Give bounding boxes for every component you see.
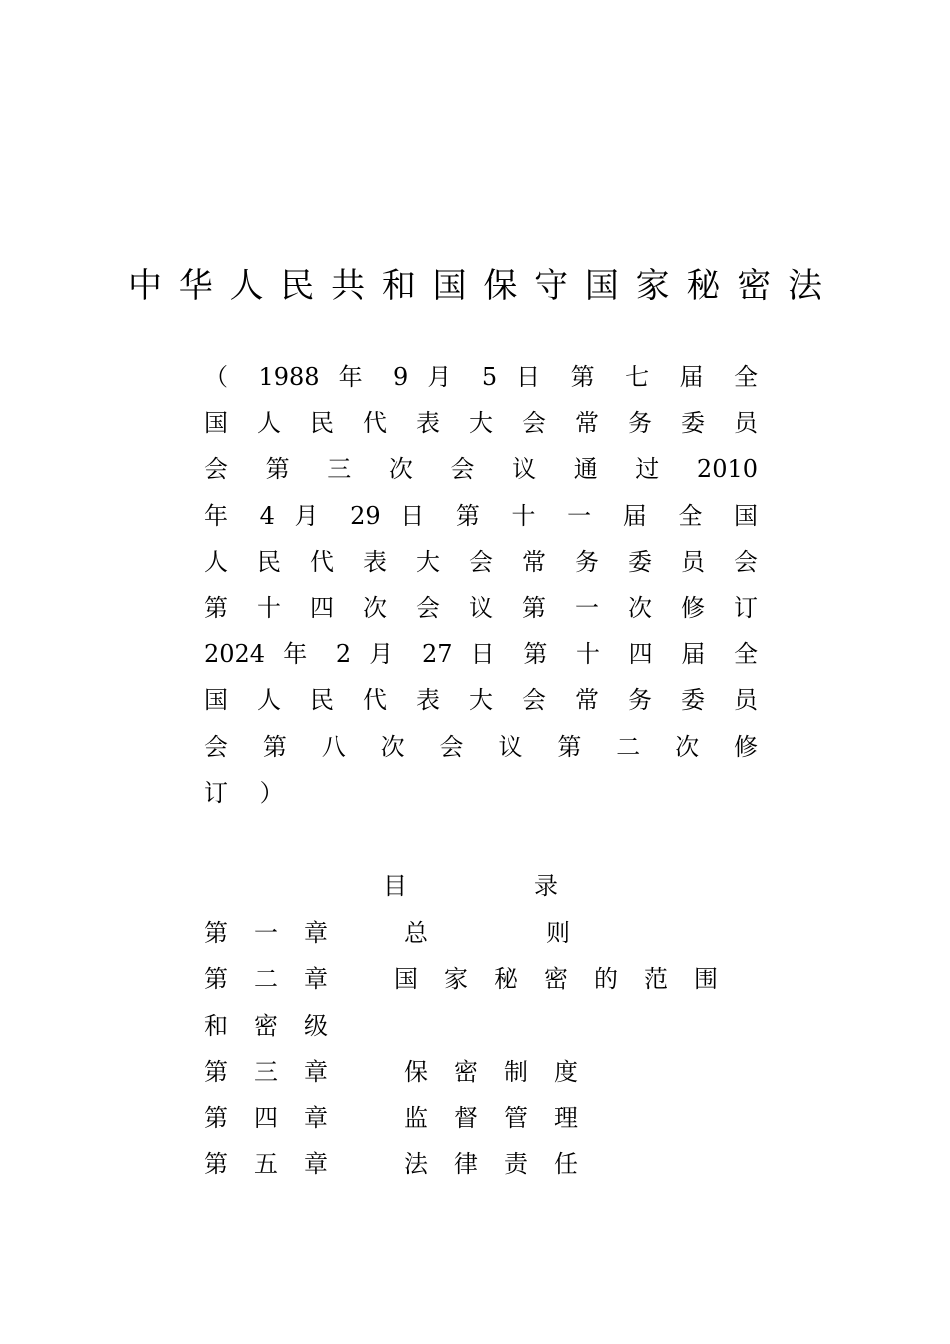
toc-chapter-title: 保密制度	[404, 1057, 604, 1086]
title-char: 中	[128, 266, 162, 306]
table-of-contents	[204, 910, 744, 1188]
title-char: 民	[280, 266, 315, 306]
document-title	[128, 262, 822, 310]
history-line: 人 民 代 表 大 会 常 务 委 员 会	[204, 547, 758, 576]
title-char: 国	[432, 266, 467, 306]
title-char: 家	[635, 266, 670, 306]
toc-chapter-title: 法律责任	[404, 1150, 604, 1179]
toc-chapter-label: 第四章	[204, 1104, 354, 1133]
history-line: 2024 年 2 月 27 日 第 十 四 届 全	[204, 640, 758, 669]
title-char: 华	[178, 266, 213, 306]
title-char: 秘	[686, 266, 721, 306]
toc-heading	[383, 866, 558, 906]
toc-item[interactable]	[204, 1095, 744, 1141]
toc-chapter-title: 国家秘密的范围	[394, 965, 744, 994]
history-line: 会 第 八 次 会 议 第 二 次 修	[204, 732, 758, 761]
toc-heading-right: 录	[534, 872, 558, 900]
history-line: 国 人 民 代 表 大 会 常 务 委 员	[204, 686, 758, 715]
history-line: 订 ）	[204, 778, 284, 807]
title-char: 守	[534, 266, 569, 306]
title-char: 人	[229, 266, 264, 306]
title-char: 共	[331, 266, 366, 306]
toc-chapter-title: 总则	[404, 919, 688, 947]
toc-chapter-title: 监督管理	[404, 1104, 604, 1133]
legislative-history	[204, 354, 758, 816]
title-char: 保	[483, 266, 518, 306]
toc-chapter-label: 第五章	[204, 1150, 354, 1179]
toc-item[interactable]	[204, 1141, 744, 1187]
toc-chapter-label: 和密级	[204, 1011, 354, 1040]
title-char: 法	[787, 266, 822, 306]
toc-chapter-label: 第三章	[204, 1057, 354, 1086]
toc-item[interactable]	[204, 910, 744, 956]
history-line: 年 4 月 29 日 第 十 一 届 全 国	[204, 501, 758, 530]
toc-chapter-label: 第二章	[204, 965, 354, 994]
toc-chapter-label: 第一章	[204, 919, 354, 947]
toc-item[interactable]	[204, 956, 744, 1002]
history-line: 第 十 四 次 会 议 第 一 次 修 订	[204, 593, 758, 622]
history-line: 会 第 三 次 会 议 通 过 2010	[204, 455, 758, 484]
toc-item[interactable]	[204, 1049, 744, 1095]
title-char: 和	[381, 266, 416, 306]
toc-heading-left: 目	[383, 872, 407, 900]
history-line: （ 1988 年 9 月 5 日 第 七 届 全	[204, 363, 758, 391]
toc-item[interactable]	[204, 1003, 744, 1049]
title-char: 密	[737, 266, 772, 306]
title-char: 国	[584, 266, 619, 306]
history-line: 国 人 民 代 表 大 会 常 务 委 员	[204, 409, 758, 438]
